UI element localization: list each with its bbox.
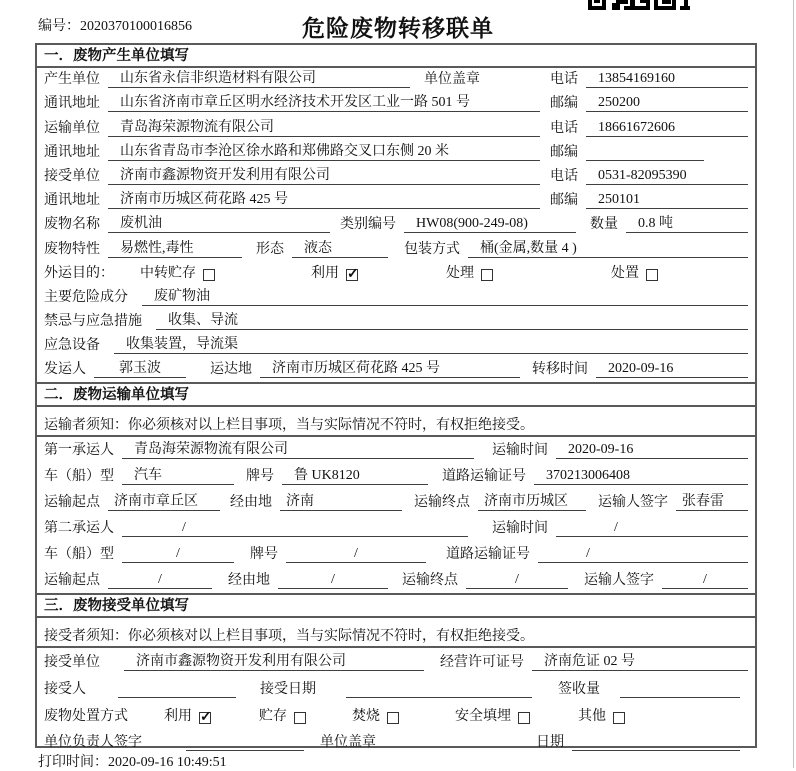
row-emergency-equipment — [37, 334, 755, 358]
road-permit2-value: / — [538, 545, 748, 563]
row-producer-unit — [37, 68, 755, 92]
transporter-unit-label: 运输单位 — [44, 120, 100, 136]
packing-label: 包装方式 — [404, 241, 460, 257]
receiver-address-value: 济南市历城区荷花路 425 号 — [108, 191, 540, 209]
shipper-value: 郭玉波 — [94, 360, 186, 378]
document-header — [38, 10, 758, 40]
row-hazard-component — [37, 286, 755, 310]
producer-phone-label: 电话 — [550, 72, 578, 88]
date-label: 日期 — [536, 735, 564, 751]
receiver-zip-label: 邮编 — [550, 193, 578, 209]
receiver-person-value[interactable] — [118, 681, 236, 698]
emergency-measures-label: 禁忌与应急措施 — [44, 314, 142, 330]
serial-number — [38, 15, 192, 35]
section-producer — [37, 45, 755, 382]
packing-value: 桶(金属,数量 4 ) — [468, 240, 748, 258]
checkbox-dispose[interactable] — [646, 269, 658, 281]
unit-seal2-label: 单位盖章 — [320, 735, 376, 751]
option-disposal-store-label: 贮存 — [259, 708, 287, 724]
waste-property-value: 易燃性,毒性 — [108, 240, 242, 258]
receiver-phone-value: 0531-82095390 — [586, 167, 748, 185]
producer-phone-value: 13854169160 — [586, 70, 748, 88]
row-outbound-purpose — [37, 262, 755, 286]
checkbox-disposal-store[interactable] — [294, 712, 306, 724]
carrier-sign1-value: 张春雷 — [676, 493, 748, 511]
producer-zip-label: 邮编 — [550, 96, 578, 112]
transporter-address-value: 山东省青岛市李沧区徐水路和郑佛路交叉口东侧 20 米 — [108, 143, 540, 161]
option-treat — [446, 262, 493, 282]
row-route2 — [37, 567, 755, 593]
road-permit1-value: 370213006408 — [534, 467, 748, 485]
plate2-value: / — [286, 545, 426, 563]
business-license-value: 济南危证 02 号 — [532, 653, 748, 671]
responsible-sign-label: 单位负责人签字 — [44, 735, 142, 751]
transport-date2-value: / — [556, 519, 748, 537]
option-utilize-label: 利用 — [311, 265, 339, 281]
shipper-label: 发运人 — [44, 362, 86, 378]
row-first-carrier — [37, 437, 755, 463]
transport-date1-value: 2020-09-16 — [556, 441, 748, 459]
carrier-sign2-value: / — [662, 571, 748, 589]
option-dispose-label: 处置 — [611, 265, 639, 281]
producer-address-value: 山东省济南市章丘区明水经济技术开发区工业一路 501 号 — [108, 94, 540, 112]
vehicle-type2-value: / — [122, 545, 234, 563]
second-carrier-value: / — [122, 519, 468, 537]
row-disposal-method — [37, 702, 755, 729]
producer-address-label: 通讯地址 — [44, 96, 100, 112]
receiver-notice: 接受者须知：你必须核对以上栏目事项，当与实际情况不符时，有权拒绝接受。 — [37, 618, 755, 648]
row-waste-name — [37, 213, 755, 237]
transporter-zip-value — [586, 144, 704, 161]
vehicle-type2-label: 车（船）型 — [44, 547, 114, 563]
row-receiving-unit — [37, 648, 755, 675]
signed-quantity-value[interactable] — [620, 681, 740, 698]
transfer-date-label: 转移时间 — [532, 362, 588, 378]
category-code-value: HW08(900-249-08) — [404, 215, 576, 233]
option-dispose — [611, 262, 658, 282]
option-disposal-incinerate-label: 焚烧 — [352, 708, 380, 724]
print-time-label: 打印时间： — [38, 755, 108, 770]
via1-value: 济南 — [280, 493, 402, 511]
row-vehicle2 — [37, 541, 755, 567]
transport-date2-label: 运输时间 — [492, 521, 548, 537]
option-disposal-utilize — [164, 705, 211, 725]
via2-label: 经由地 — [228, 573, 270, 589]
origin1-label: 运输起点 — [44, 495, 100, 511]
receiving-unit-value: 济南市鑫源物资开发利用有限公司 — [124, 653, 424, 671]
endpoint2-label: 运输终点 — [402, 573, 458, 589]
row-transporter-unit — [37, 116, 755, 140]
origin2-value: / — [108, 571, 212, 589]
option-disposal-other-label: 其他 — [578, 708, 606, 724]
receiver-phone-label: 电话 — [550, 168, 578, 184]
receive-date-label: 接受日期 — [260, 681, 316, 697]
hazard-component-value: 废矿物油 — [142, 288, 748, 306]
plate1-label: 牌号 — [246, 469, 274, 485]
hazard-component-label: 主要危险成分 — [44, 289, 128, 305]
option-disposal-incinerate — [352, 705, 399, 725]
first-carrier-value: 青岛海荣源物流有限公司 — [122, 441, 474, 459]
section-transporter — [37, 382, 755, 593]
row-waste-property — [37, 237, 755, 261]
section2-title: 二．废物运输单位填写 — [37, 384, 755, 407]
receiving-unit-label: 接受单位 — [44, 655, 100, 671]
carrier-sign1-label: 运输人签字 — [598, 495, 668, 511]
producer-unit-value: 山东省永信非织造材料有限公司 — [108, 70, 410, 88]
endpoint1-value: 济南市历城区 — [478, 493, 586, 511]
checkbox-transfer-storage[interactable] — [203, 269, 215, 281]
option-transfer-storage-label: 中转贮存 — [140, 265, 196, 281]
second-carrier-label: 第二承运人 — [44, 521, 114, 537]
option-disposal-utilize-label: 利用 — [164, 708, 192, 724]
checkbox-disposal-incinerate[interactable] — [387, 712, 399, 724]
page-title: 危险废物转移联单 — [302, 15, 494, 41]
vehicle-type1-value: 汽车 — [122, 467, 234, 485]
business-license-label: 经营许可证号 — [440, 655, 524, 671]
endpoint1-label: 运输终点 — [414, 495, 470, 511]
row-receiver-unit — [37, 165, 755, 189]
receiver-address-label: 通讯地址 — [44, 193, 100, 209]
road-permit1-label: 道路运输证号 — [442, 469, 526, 485]
section3-title: 三．废物接受单位填写 — [37, 595, 755, 618]
vehicle-type1-label: 车（船）型 — [44, 469, 114, 485]
signed-quantity-label: 签收量 — [558, 681, 600, 697]
waste-property-label: 废物特性 — [44, 241, 100, 257]
endpoint2-value: / — [466, 571, 568, 589]
transport-date1-label: 运输时间 — [492, 443, 548, 459]
producer-unit-label: 产生单位 — [44, 72, 100, 88]
row-receiver-address — [37, 189, 755, 213]
form-state-label: 形态 — [256, 241, 284, 257]
checkbox-disposal-landfill[interactable] — [518, 712, 530, 724]
transporter-phone-value: 18661672606 — [586, 119, 748, 137]
plate2-label: 牌号 — [250, 547, 278, 563]
disposal-method-label: 废物处置方式 — [44, 708, 128, 724]
emergency-equipment-value: 收集装置，导流渠 — [114, 336, 748, 354]
via1-label: 经由地 — [230, 495, 272, 511]
waste-name-label: 废物名称 — [44, 217, 100, 233]
receive-date-value[interactable] — [346, 681, 532, 698]
row-transporter-address — [37, 141, 755, 165]
quantity-label: 数量 — [590, 217, 618, 233]
option-disposal-landfill-label: 安全填埋 — [455, 708, 511, 724]
waste-name-value: 废机油 — [108, 215, 330, 233]
row-producer-address — [37, 92, 755, 116]
receiver-person-label: 接受人 — [44, 681, 86, 697]
option-disposal-landfill — [455, 705, 530, 725]
row-shipper — [37, 358, 755, 382]
transporter-zip-label: 邮编 — [550, 144, 578, 160]
transfer-date-value: 2020-09-16 — [596, 360, 748, 378]
unit-seal-label: 单位盖章 — [424, 72, 480, 88]
checkbox-disposal-utilize[interactable] — [199, 712, 211, 724]
section-receiver — [37, 593, 755, 755]
producer-zip-value: 250200 — [586, 94, 748, 112]
receiver-unit-label: 接受单位 — [44, 168, 100, 184]
option-disposal-store — [259, 705, 306, 725]
option-utilize — [311, 262, 358, 282]
quantity-value: 0.8 吨 — [626, 215, 748, 233]
row-receiver-person — [37, 675, 755, 702]
option-transfer-storage — [140, 262, 215, 282]
first-carrier-label: 第一承运人 — [44, 443, 114, 459]
form-state-value: 液态 — [292, 240, 388, 258]
road-permit2-label: 道路运输证号 — [446, 547, 530, 563]
origin1-value: 济南市章丘区 — [108, 493, 220, 511]
row-route1 — [37, 489, 755, 515]
section1-title: 一．废物产生单位填写 — [37, 45, 755, 68]
row-emergency-measures — [37, 310, 755, 334]
date-value[interactable] — [572, 734, 740, 751]
responsible-sign-value[interactable] — [186, 734, 304, 751]
transporter-notice: 运输者须知：你必须核对以上栏目事项，当与实际情况不符时，有权拒绝接受。 — [37, 407, 755, 437]
serial-label: 编号： — [38, 19, 80, 34]
transfer-form-table — [35, 43, 757, 751]
checkbox-utilize[interactable] — [346, 269, 358, 281]
receiver-unit-value: 济南市鑫源物资开发利用有限公司 — [108, 167, 540, 185]
origin2-label: 运输起点 — [44, 573, 100, 589]
receiver-zip-value: 250101 — [586, 191, 748, 209]
serial-value: 2020370100016856 — [80, 19, 192, 34]
transporter-unit-value: 青岛海荣源物流有限公司 — [108, 119, 540, 137]
page-right-edge — [793, 0, 794, 768]
transporter-phone-label: 电话 — [550, 120, 578, 136]
emergency-equipment-label: 应急设备 — [44, 338, 100, 354]
emergency-measures-value: 收集、导流 — [156, 312, 748, 330]
checkbox-disposal-other[interactable] — [613, 712, 625, 724]
destination-value: 济南市历城区荷花路 425 号 — [260, 360, 520, 378]
option-disposal-other — [578, 705, 625, 725]
checkbox-treat[interactable] — [481, 269, 493, 281]
option-treat-label: 处理 — [446, 265, 474, 281]
print-time — [38, 751, 227, 771]
row-vehicle1 — [37, 463, 755, 489]
via2-value: / — [278, 571, 388, 589]
print-time-value: 2020-09-16 10:49:51 — [108, 755, 227, 770]
outbound-purpose-label: 外运目的： — [44, 265, 114, 281]
destination-label: 运达地 — [210, 362, 252, 378]
category-code-label: 类别编号 — [340, 217, 396, 233]
plate1-value: 鲁 UK8120 — [282, 467, 428, 485]
row-second-carrier — [37, 515, 755, 541]
carrier-sign2-label: 运输人签字 — [584, 573, 654, 589]
qr-code-fragment — [588, 0, 706, 13]
transporter-address-label: 通讯地址 — [44, 144, 100, 160]
